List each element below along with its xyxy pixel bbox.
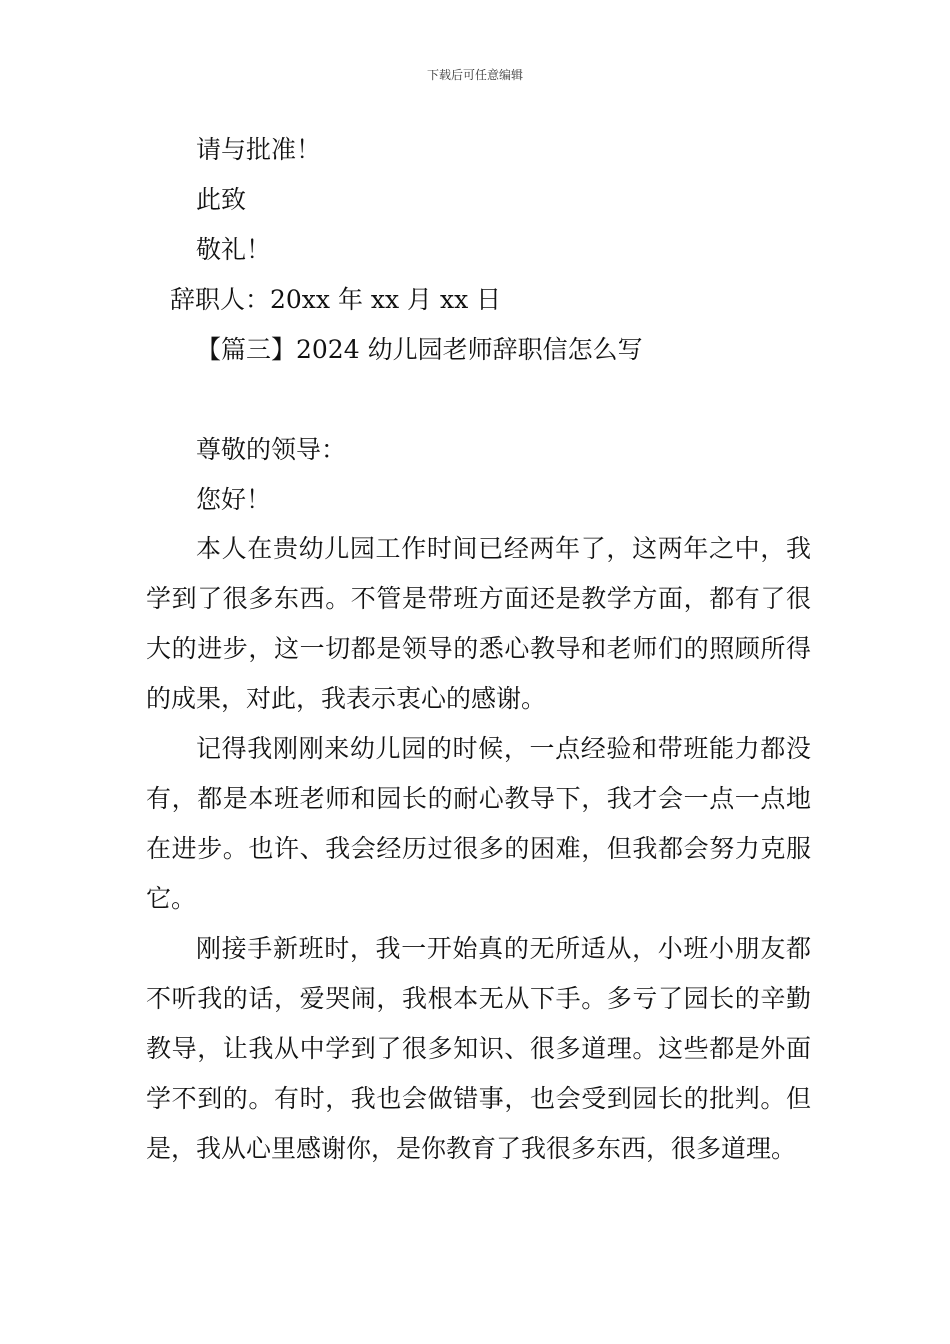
letter-paragraph-3: 刚接手新班时，我一开始真的无所适从，小班小朋友都不听我的话，爱哭闹，我根本无从下手。多亏了园长的辛勤教导，让我从中学到了很多知识、很多道理。这些都是外面学不到的。有时，我也会做错事，也会受到园长的批判。但是，我从心里感谢你，是你教育了我很多东西，很多道理。 [146,934,811,1163]
signature-line: 辞职人：20xx 年 xx 月 xx 日 [170,285,502,314]
letter-paragraph-1: 本人在贵幼儿园工作时间已经两年了，这两年之中，我学到了很多东西。不管是带班方面还是教学方面，都有了很大的进步，这一切都是领导的悉心教导和老师们的照顾所得的成果，对此，我表示衷心的感谢。 [146,534,811,713]
page-header-note: 下载后可任意编辑 [426,68,523,82]
closing-salutation-2: 敬礼！ [196,235,272,264]
section-title: 【篇三】2024 幼儿园老师辞职信怎么写 [196,335,643,364]
letter-greeting: 尊敬的领导： [196,435,347,464]
closing-salutation-1: 此致 [196,185,247,214]
letter-hello: 您好！ [196,485,272,514]
closing-request: 请与批准！ [196,135,322,164]
letter-paragraph-2: 记得我刚刚来幼儿园的时候，一点经验和带班能力都没有，都是本班老师和园长的耐心教导下，我才会一点一点地在进步。也许、我会经历过很多的困难，但我都会努力克服它。 [146,734,811,913]
